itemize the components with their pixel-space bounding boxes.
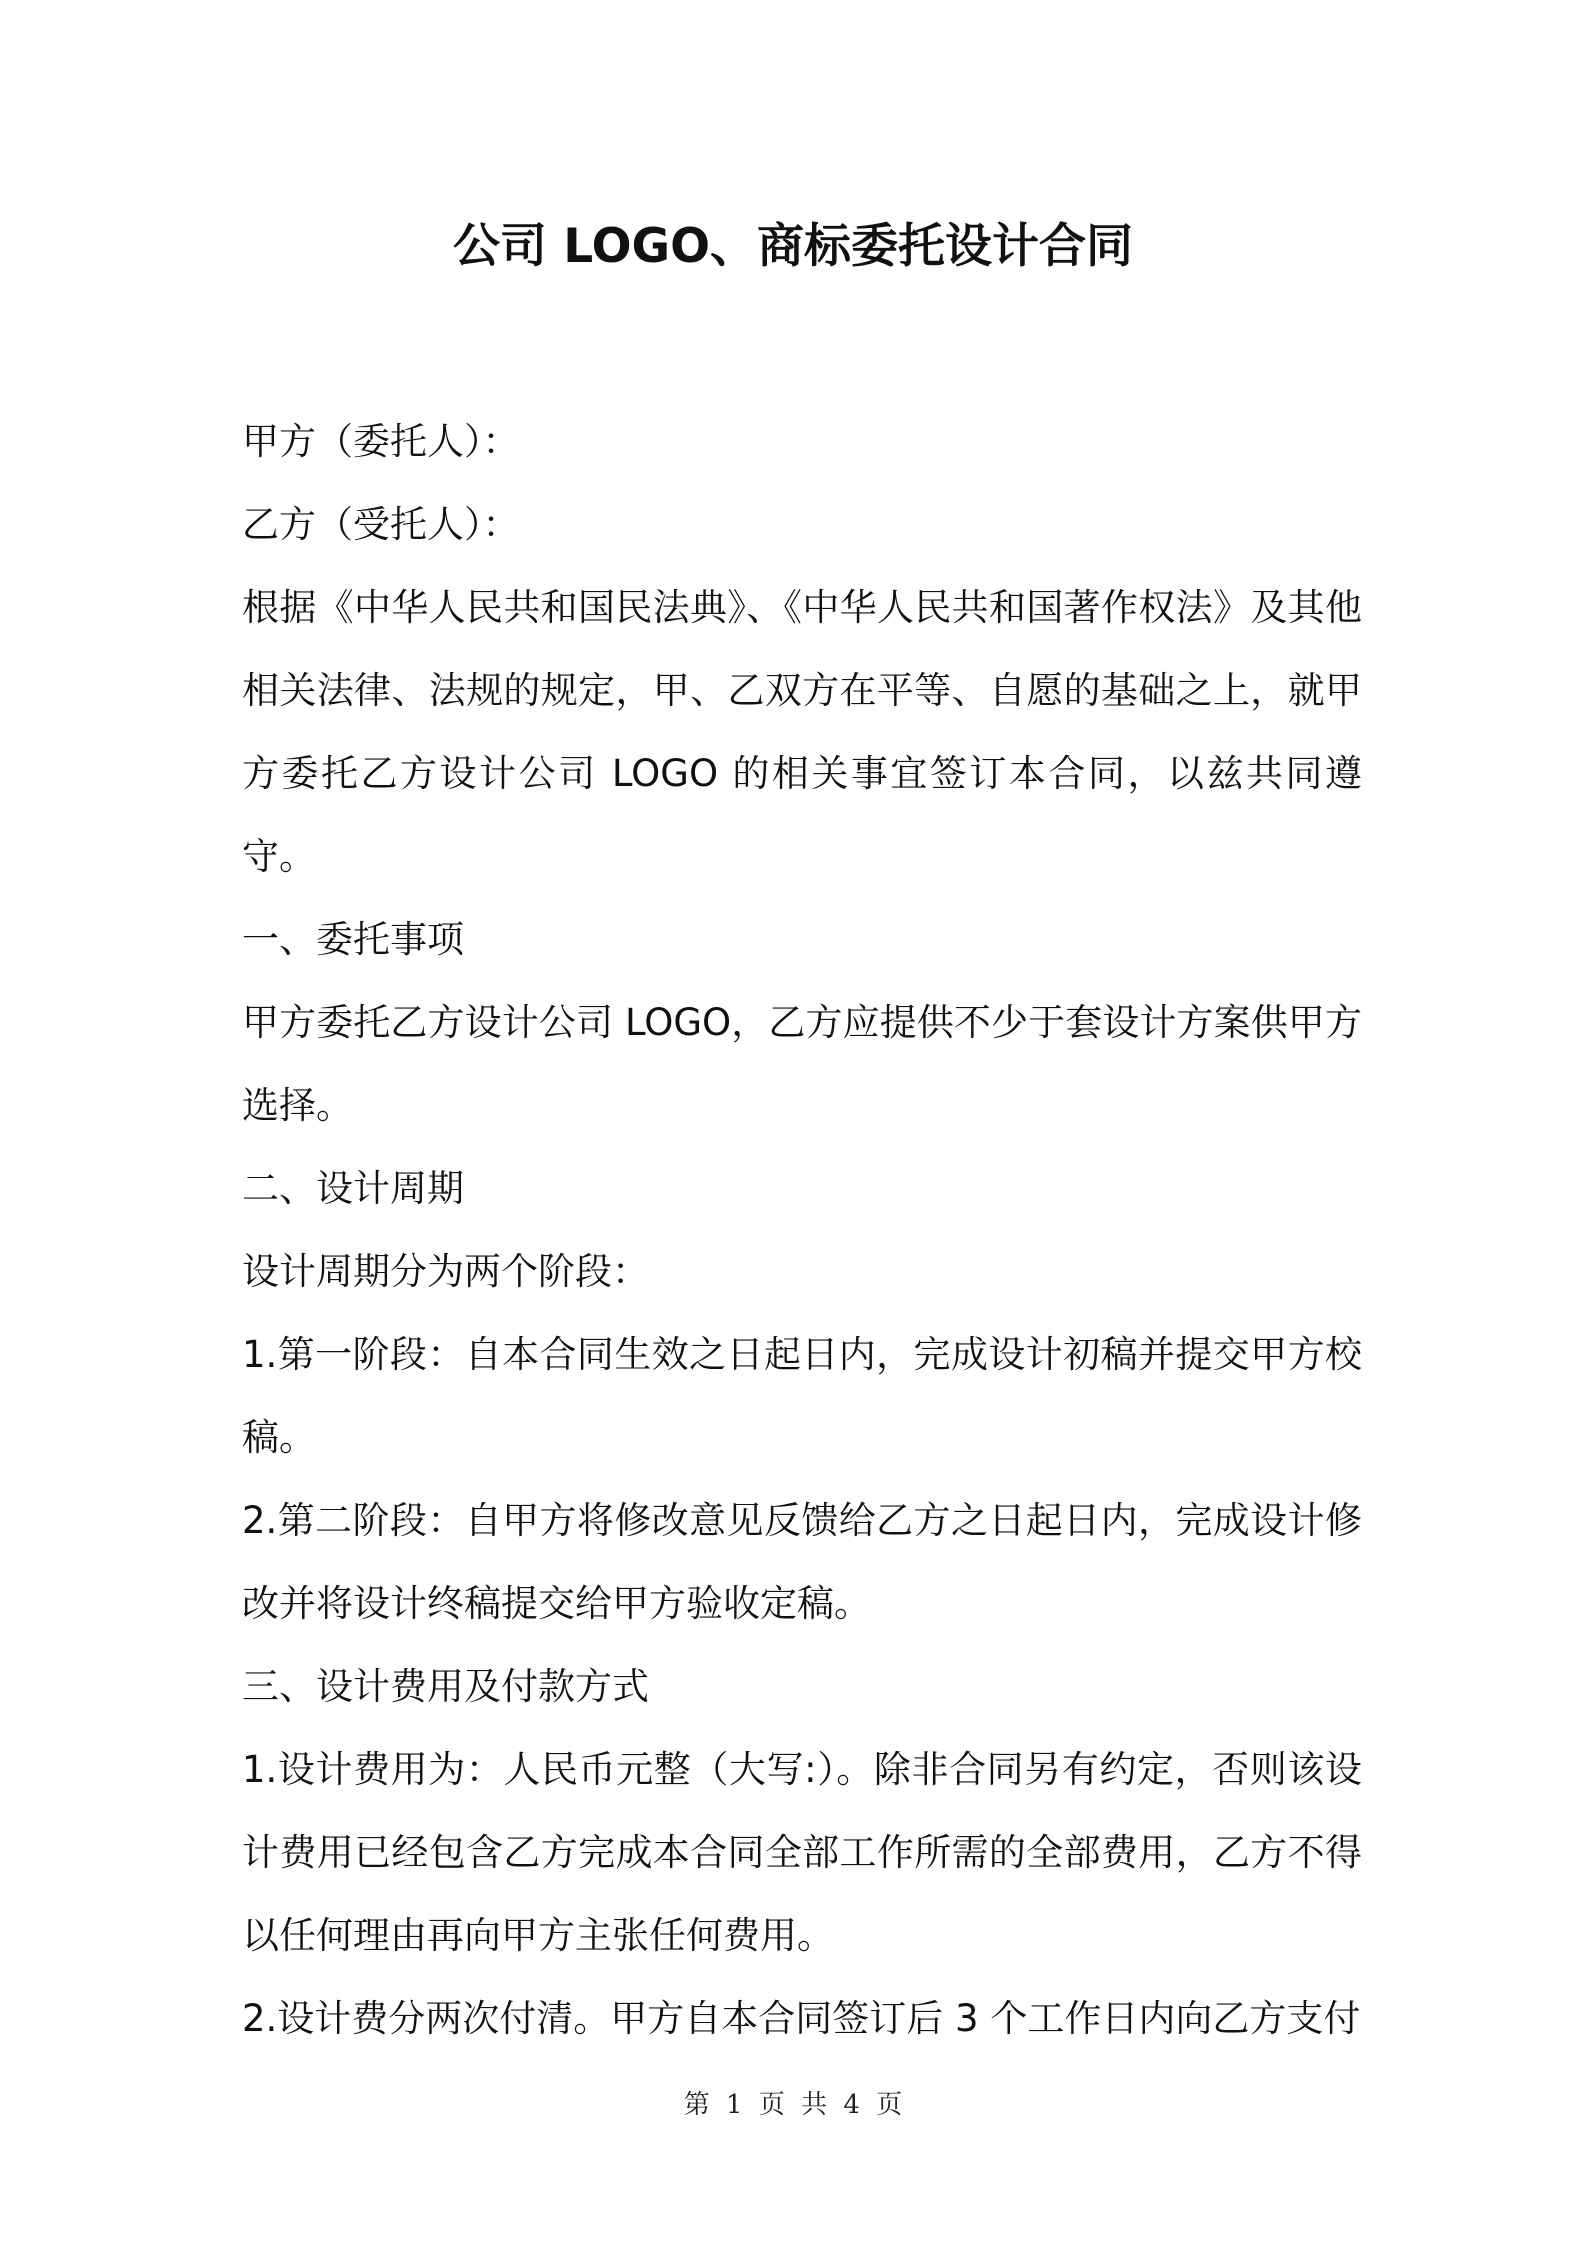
document-title: 公司 LOGO、商标委托设计合同 (452, 219, 1134, 274)
section-2-intro: 设计周期分为两个阶段： (242, 1250, 649, 1293)
section-heading-3: 三、设计费用及付款方式 (242, 1665, 649, 1708)
preamble-paragraph: 根据《中华人民共和国民法典》、《中华人民共和国著作权法》及其他相关法律、法规的规定，甲、乙双方在平等、自愿的基础之上，就甲方委托乙方设计公司 LOGO 的相关事宜签订本合同，以兹共同遵守。 (242, 586, 1362, 878)
page-footer: 第 1 页 共 4 页 (683, 2090, 903, 2120)
section-1-paragraph: 甲方委托乙方设计公司 LOGO，乙方应提供不少于套设计方案供甲方选择。 (242, 1001, 1362, 1127)
section-heading-2: 二、设计周期 (242, 1167, 464, 1210)
party-a-line: 甲方（委托人）： (242, 420, 520, 463)
section-2-item-1: 1.第一阶段：自本合同生效之日起日内，完成设计初稿并提交甲方校稿。 (242, 1333, 1362, 1459)
section-3-item-1: 1.设计费用为：人民币元整（大写:）。除非合同另有约定，否则该设计费用已经包含乙方完成本合同全部工作所需的全部费用，乙方不得以任何理由再向甲方主张任何费用。 (242, 1748, 1362, 1957)
section-3-item-2: 2.设计费分两次付清。甲方自本合同签订后 3 个工作日内向乙方支付 (242, 1997, 1361, 2040)
section-heading-1: 一、委托事项 (242, 918, 464, 961)
party-b-line: 乙方（受托人）： (242, 503, 520, 546)
document-body (242, 400, 1362, 2060)
section-2-item-2: 2.第二阶段：自甲方将修改意见反馈给乙方之日起日内，完成设计修改并将设计终稿提交给甲方验收定稿。 (242, 1499, 1362, 1625)
